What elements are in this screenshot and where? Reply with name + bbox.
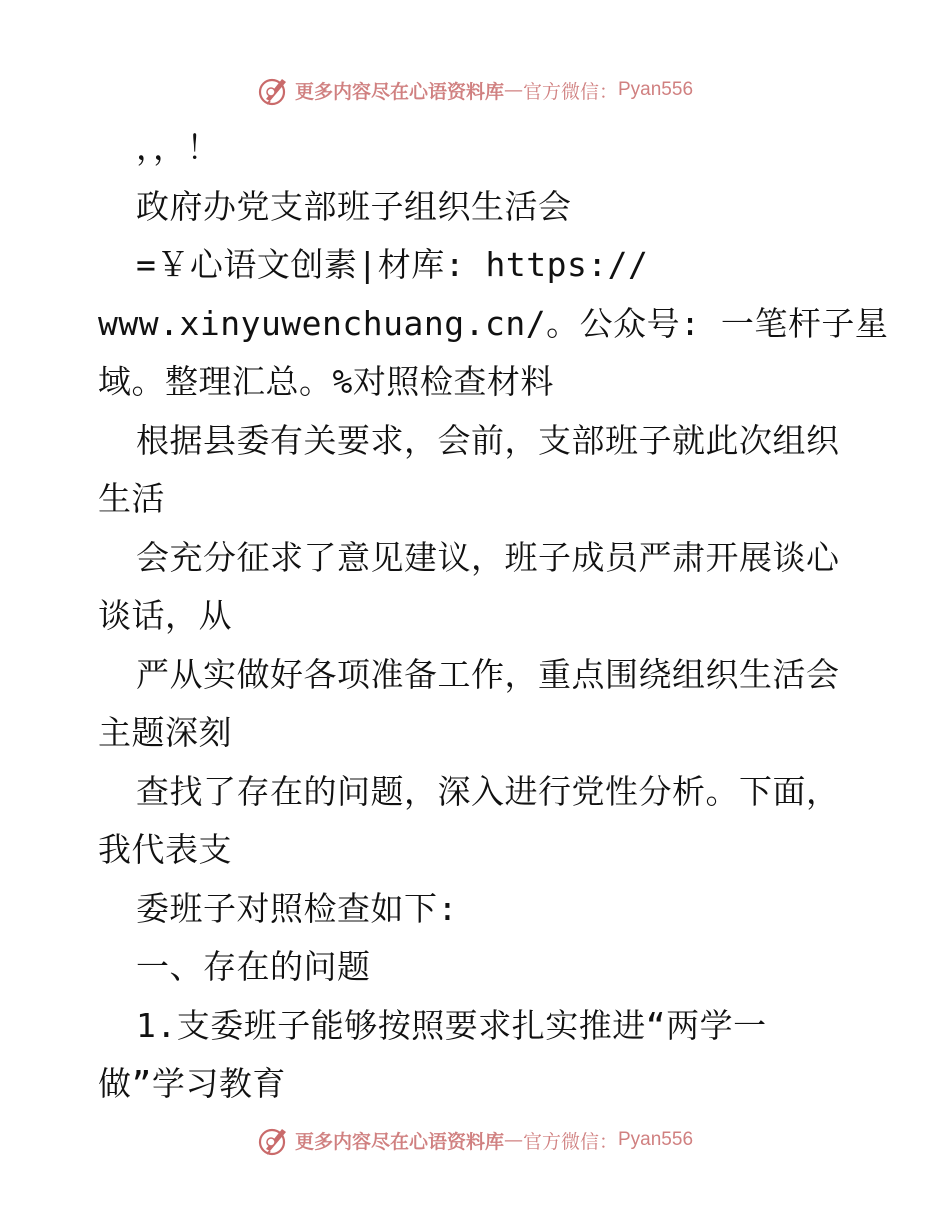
- text-line-11: 主题深刻: [98, 713, 232, 752]
- text-line-3: =￥心语文创素|材库: https://: [136, 245, 649, 284]
- text-line-7: 生活: [98, 479, 165, 518]
- text-line-10: 严从实做好各项准备工作，重点围绕组织生活会: [136, 655, 840, 694]
- document-title: 政府办党支部班子组织生活会: [136, 187, 572, 226]
- footer-watermark-banner: [0, 1120, 950, 1160]
- text-line-9: 谈话，从: [98, 596, 232, 635]
- text-line-1: ，，！: [136, 128, 220, 167]
- banner-title: 更多内容尽在心语资料库: [294, 80, 504, 103]
- text-line-16: 1.支委班子能够按照要求扎实推进“两学一: [136, 1006, 767, 1045]
- text-line-8: 会充分征求了意见建议，班子成员严肃开展谈心: [136, 538, 840, 577]
- banner-account-id: Pyan556: [618, 1129, 694, 1150]
- banner-account-label: 官方微信：: [522, 80, 618, 103]
- text-line-12: 查找了存在的问题，深入进行党性分析。下面，: [136, 772, 840, 811]
- text-line-4: www.xinyuwenchuang.cn/。公众号: 一笔杆子星: [98, 304, 889, 343]
- section-heading: 一、存在的问题: [136, 947, 371, 986]
- text-line-14: 委班子对照检查如下:: [136, 889, 458, 928]
- banner-account-label: 官方微信：: [522, 1130, 618, 1153]
- text-line-13: 我代表支: [98, 830, 232, 869]
- banner-title: 更多内容尽在心语资料库: [294, 1130, 504, 1153]
- text-line-17: 做”学习教育: [98, 1064, 286, 1103]
- text-line-5: 域。整理汇总。%对照检查材料: [98, 362, 554, 401]
- text-line-6: 根据县委有关要求，会前，支部班子就此次组织: [136, 421, 840, 460]
- banner-separator: —: [503, 79, 523, 101]
- banner-separator: —: [503, 1129, 523, 1151]
- banner-account-id: Pyan556: [618, 79, 694, 100]
- quill-pen-logo-icon: [257, 1123, 291, 1157]
